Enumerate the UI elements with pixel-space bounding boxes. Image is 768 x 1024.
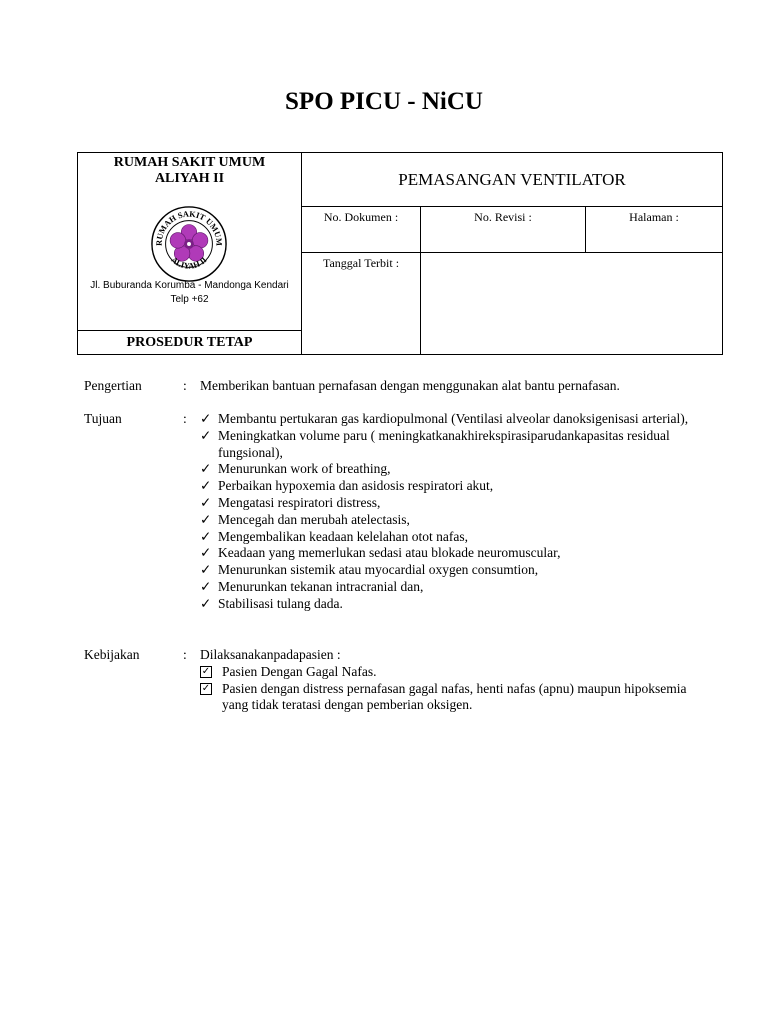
checkmark-icon: ✓ — [200, 528, 212, 544]
checkbox-checked-icon: ✓ — [201, 682, 211, 694]
document-header-table — [77, 152, 723, 355]
page-label: Halaman : — [586, 207, 723, 253]
list-item: ✓ Keadaan yang memerlukan sedasi atau blokade neuromuscular, — [200, 545, 561, 561]
address-line2: Telp +62 — [170, 294, 209, 305]
hospital-address — [78, 279, 301, 307]
pengertian-text: Memberikan bantuan pernafasan dengan menggunakan alat bantu pernafasan. — [200, 378, 620, 393]
tujuan-label: Tujuan — [84, 411, 122, 426]
hospital-name — [78, 155, 301, 187]
page-title: SPO PICU - NiCU — [285, 88, 483, 115]
kebijakan-content — [200, 647, 712, 714]
checkmark-icon: ✓ — [200, 545, 212, 561]
list-item: ✓ Menurunkan sistemik atau myocardial oxygen consumtion, — [200, 562, 539, 578]
pengertian-label: Pengertian — [84, 378, 142, 393]
list-item: ✓ Menurunkan work of breathing, — [200, 461, 391, 477]
pengertian-colon: : — [183, 378, 187, 393]
list-item: ✓ Mencegah dan merubah atelectasis, — [200, 511, 410, 527]
list-item: ✓ Mengatasi respiratori distress, — [200, 494, 381, 510]
list-item: ✓ Membantu pertukaran gas kardiopulmonal (Ventilasi alveolar danoksigenisasi arterial), — [200, 411, 689, 426]
checkmark-icon: ✓ — [200, 478, 212, 494]
svg-text:RUMAH SAKIT UMUM: RUMAH SAKIT UMUM — [154, 209, 224, 247]
kebijakan-intro: Dilaksanakanpadapasien : — [200, 647, 341, 662]
kebijakan-label: Kebijakan — [84, 647, 140, 662]
list-item: ✓ Pasien Dengan Gagal Nafas. — [201, 663, 377, 679]
revision-label: No. Revisi : — [421, 207, 586, 253]
tujuan-colon: : — [183, 411, 187, 426]
checkmark-icon: ✓ — [200, 562, 212, 578]
checkmark-icon: ✓ — [200, 427, 212, 443]
checkmark-icon: ✓ — [200, 511, 212, 527]
checkmark-icon: ✓ — [200, 411, 212, 426]
hospital-name-line2: ALIYAH II — [154, 171, 225, 186]
checkmark-icon: ✓ — [200, 461, 212, 477]
kebijakan-colon: : — [183, 647, 187, 662]
checkmark-icon: ✓ — [200, 578, 212, 594]
kebijakan-list — [200, 664, 712, 714]
doc-number-label: No. Dokumen : — [302, 207, 421, 253]
issue-date-label: Tanggal Terbit : — [302, 253, 421, 355]
list-item: ✓ Perbaikan hypoxemia dan asidosis respiratori akut, — [200, 478, 494, 494]
list-item: ✓ Stabilisasi tulang dada. — [200, 595, 343, 611]
checkmark-icon: ✓ — [200, 494, 212, 510]
list-item: ✓ Meningkatkan volume paru ( meningkatkanakhirekspirasiparudankapasitas residual fungsional), — [200, 427, 670, 460]
svg-text:ALIYAH II: ALIYAH II — [169, 255, 209, 271]
document-title: PEMASANGAN VENTILATOR — [302, 153, 723, 207]
checkmark-icon: ✓ — [200, 595, 212, 611]
issue-date-value — [421, 253, 723, 355]
list-item: ✓ Menurunkan tekanan intracranial dan, — [200, 578, 424, 594]
address-line1: Jl. Buburanda Korumba - Mandonga Kendari — [90, 280, 289, 291]
list-item: ✓ Pasien dengan distress pernafasan gagal nafas, henti nafas (apnu) maupun hipoksemia yang tidak teratasi dengan pemberian oksigen. — [201, 680, 687, 713]
hospital-logo — [150, 205, 228, 283]
hospital-cell — [78, 153, 302, 331]
list-item: ✓ Mengembalikan keadaan kelelahan otot nafas, — [200, 528, 469, 544]
hospital-name-line1: RUMAH SAKIT UMUM — [113, 155, 266, 170]
procedure-label: PROSEDUR TETAP — [78, 331, 302, 355]
tujuan-list — [200, 411, 712, 613]
checkbox-checked-icon: ✓ — [201, 665, 211, 677]
